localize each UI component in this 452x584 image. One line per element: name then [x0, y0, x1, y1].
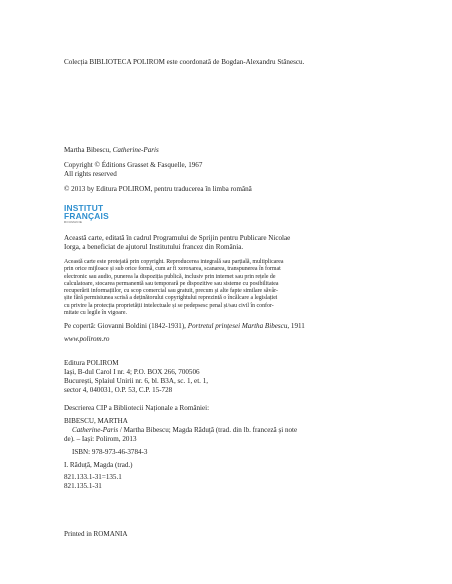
cip-entry — [64, 426, 394, 435]
legal-line: șite fără permisiunea scrisă a deținătorului copyrightului reprezintă o încălcare a legislației — [64, 295, 278, 302]
legal-line: electronic sau audio, punerea la dispoziția publică, inclusiv prin internet sau prin rețele de — [64, 273, 276, 280]
cip-heading: Descrierea CIP a Bibliotecii Naționale a României: — [64, 404, 210, 412]
legal-line: calculatoare, stocarea permanentă sau temporară pe dispozitive sau sisteme cu posibilitatea — [64, 280, 279, 287]
cip-name: BIBESCU, MARTHA — [64, 416, 128, 425]
legal-line: mitate cu legile în vigoare. — [64, 310, 127, 317]
cip-translator: I. Răduță, Magda (trad.) — [64, 460, 133, 469]
copyright-block — [64, 146, 394, 194]
logo-line-3: ROUMANIE — [64, 220, 83, 225]
legal-notice — [64, 259, 394, 317]
support-line: Iorga, a beneficiat de ajutorul Institutului francez din România. — [64, 242, 244, 251]
legal-line: recuperării informațiilor, cu scop comercial sau gratuit, precum și alte fapte similare săvâr- — [64, 288, 278, 295]
publisher-line: Editura POLIROM — [64, 359, 119, 367]
publisher-line: București, Splaiul Unirii nr. 6, bl. B3A, sc. 1, et. 1, — [64, 376, 209, 385]
cip-isbn: ISBN: 978-973-46-3784-3 — [72, 447, 148, 456]
cover-credit — [64, 322, 394, 344]
book-title: Catherine-Paris — [112, 146, 159, 154]
author-title-line — [64, 146, 394, 155]
cip-block — [64, 404, 394, 491]
cover-line — [64, 322, 394, 331]
cip-class: 821.135.1-31 — [64, 482, 102, 491]
cip-entry-line2: de). – Iași: Polirom, 2013 — [64, 434, 137, 443]
cover-prefix: Pe copertă: Giovanni Boldini (1842-1931), — [64, 322, 188, 330]
printed-block — [64, 530, 394, 539]
printed-line: Printed in ROMANIA — [64, 530, 128, 538]
legal-line: cu privire la protecția proprietății intelectuale și se pedepsesc penal și/sau civil în confor- — [64, 302, 274, 309]
collection-line — [64, 58, 404, 67]
translation-copyright-line: © 2013 by Editura POLIROM, pentru traducerea în limba română — [64, 184, 252, 193]
rights-line: All rights reserved — [64, 169, 117, 178]
legal-line: Această carte este protejată prin copyright. Reproducerea integrală sau parțială, multiplicarea — [64, 259, 284, 265]
collection-text: Colecția BIBLIOTECA POLIROM este coordonată de Bogdan-Alexandru Stănescu. — [64, 58, 305, 66]
publisher-line: Iași, B-dul Carol I nr. 4; P.O. BOX 266, 700506 — [64, 367, 200, 376]
copyright-line: Copyright © Éditions Grasset & Fasquelle, 1967 — [64, 160, 203, 169]
legal-line: prin orice mijloace și sub orice formă, cum ar fi xeroxarea, scanarea, transpunerea în format — [64, 266, 281, 273]
logo-line-2: FRANÇAIS — [64, 211, 109, 222]
author-name: Martha Bibescu, — [64, 146, 113, 154]
cip-entry-title: Catherine-Paris — [72, 425, 119, 434]
cover-work: Portretul prințesei Martha Bibescu — [187, 322, 288, 330]
support-note — [64, 234, 394, 252]
institut-francais-logo — [64, 204, 124, 228]
support-line: Această carte, editată în cadrul Programului de Sprijin pentru Publicare Nicolae — [64, 234, 291, 242]
cip-class: 821.133.1-31=135.1 — [64, 473, 122, 482]
publisher-block — [64, 359, 394, 395]
logo-line-1: INSTITUT — [64, 203, 104, 213]
cover-suffix: , 1911 — [287, 322, 305, 330]
publisher-line: sector 4, 040031, O.P. 53, C.P. 15-728 — [64, 385, 173, 394]
website: www.polirom.ro — [64, 334, 110, 343]
cip-entry-rest: / Martha Bibescu; Magda Răduță (trad. din lb. franceză și note — [118, 425, 298, 434]
